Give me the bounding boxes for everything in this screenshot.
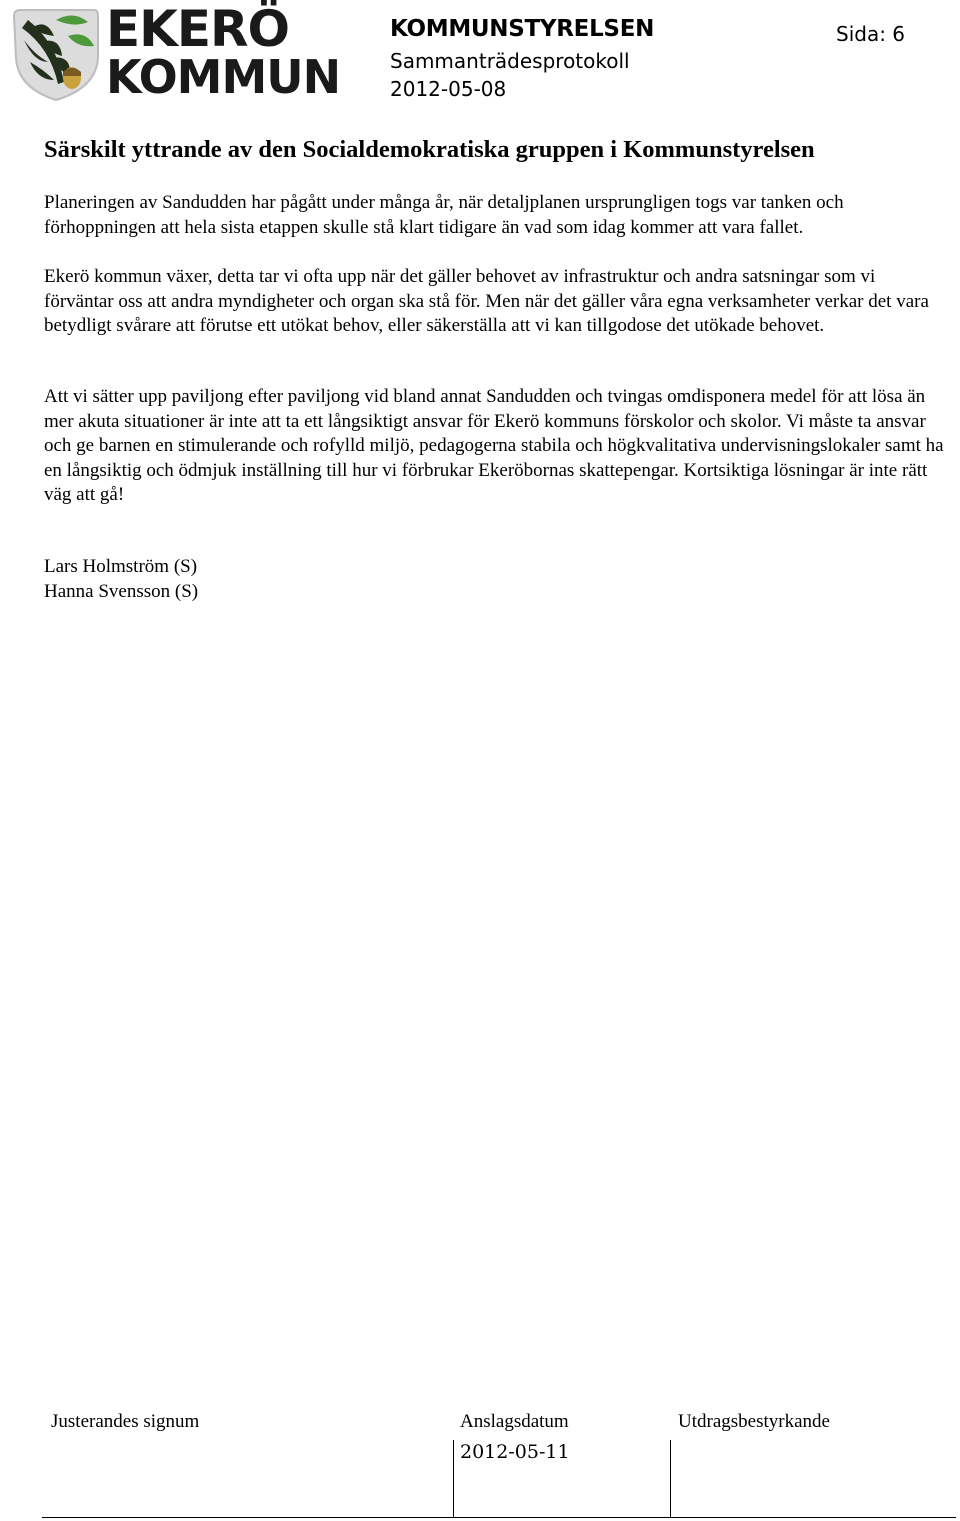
paragraph-planning: Planeringen av Sandudden har pågått under många år, när detaljplanen ursprungligen togs var tanken och förhoppningen att hela sista etappen skulle stå klart tidigare än vad som idag kommer att vara fallet.: [44, 192, 844, 238]
logo-text-ekero: EKERÖ: [106, 0, 290, 58]
ekero-kommun-logo: [10, 0, 341, 104]
footer-divider: [453, 1440, 454, 1518]
committee-title: KOMMUNSTYRELSEN: [390, 16, 655, 42]
signatory: Hanna Svensson (S): [44, 581, 199, 602]
footer-justerandes-signum-label: Justerandes signum: [51, 1411, 200, 1432]
footer-bottom-rule: [42, 1517, 956, 1518]
footer-anslagsdatum-value: 2012-05-11: [460, 1441, 570, 1463]
ekero-kommun-crest-icon: [10, 6, 102, 102]
statement-heading: Särskilt yttrande av den Socialdemokratiska gruppen i Kommunstyrelsen: [44, 136, 815, 163]
page-number: Sida: 6: [836, 22, 906, 46]
meeting-date: 2012-05-08: [390, 77, 507, 101]
signatory: Lars Holmström (S): [44, 556, 198, 577]
footer-divider: [670, 1440, 671, 1518]
footer-anslagsdatum-label: Anslagsdatum: [460, 1411, 569, 1432]
footer-utdragsbestyrkande-label: Utdragsbestyrkande: [678, 1411, 830, 1432]
logo-text-kommun: KOMMUN: [106, 50, 341, 104]
document-type: Sammanträdesprotokoll: [390, 49, 630, 73]
paragraph-pavilions: Att vi sätter upp paviljong efter paviljong vid bland annat Sandudden och tvingas omdisponera medel för att lösa än mer akuta situationer är inte att ta ett långsiktigt ansvar för Ekerö kommuns förskolor och skolor. Vi måste ta ansvar och ge barnen en stimulerande och rofylld miljö, pedagogerna stabila och högkvalitativa undervisningslokaler samt ha en långsiktig och ödmjuk inställning till hur vi förbrukar Ekeröbornas skattepengar. Kortsiktiga lösningar är inte rätt väg att gå!: [44, 386, 944, 506]
paragraph-growth: Ekerö kommun växer, detta tar vi ofta upp när det gäller behovet av infrastruktur och andra satsningar som vi förväntar oss att andra myndigheter och organ ska stå för. Men när det gäller våra egna verksamheter verkar det vara betydligt svårare att förutse ett utökat behov, eller säkerställa att vi kan tillgodose det utökade behovet.: [44, 266, 929, 337]
